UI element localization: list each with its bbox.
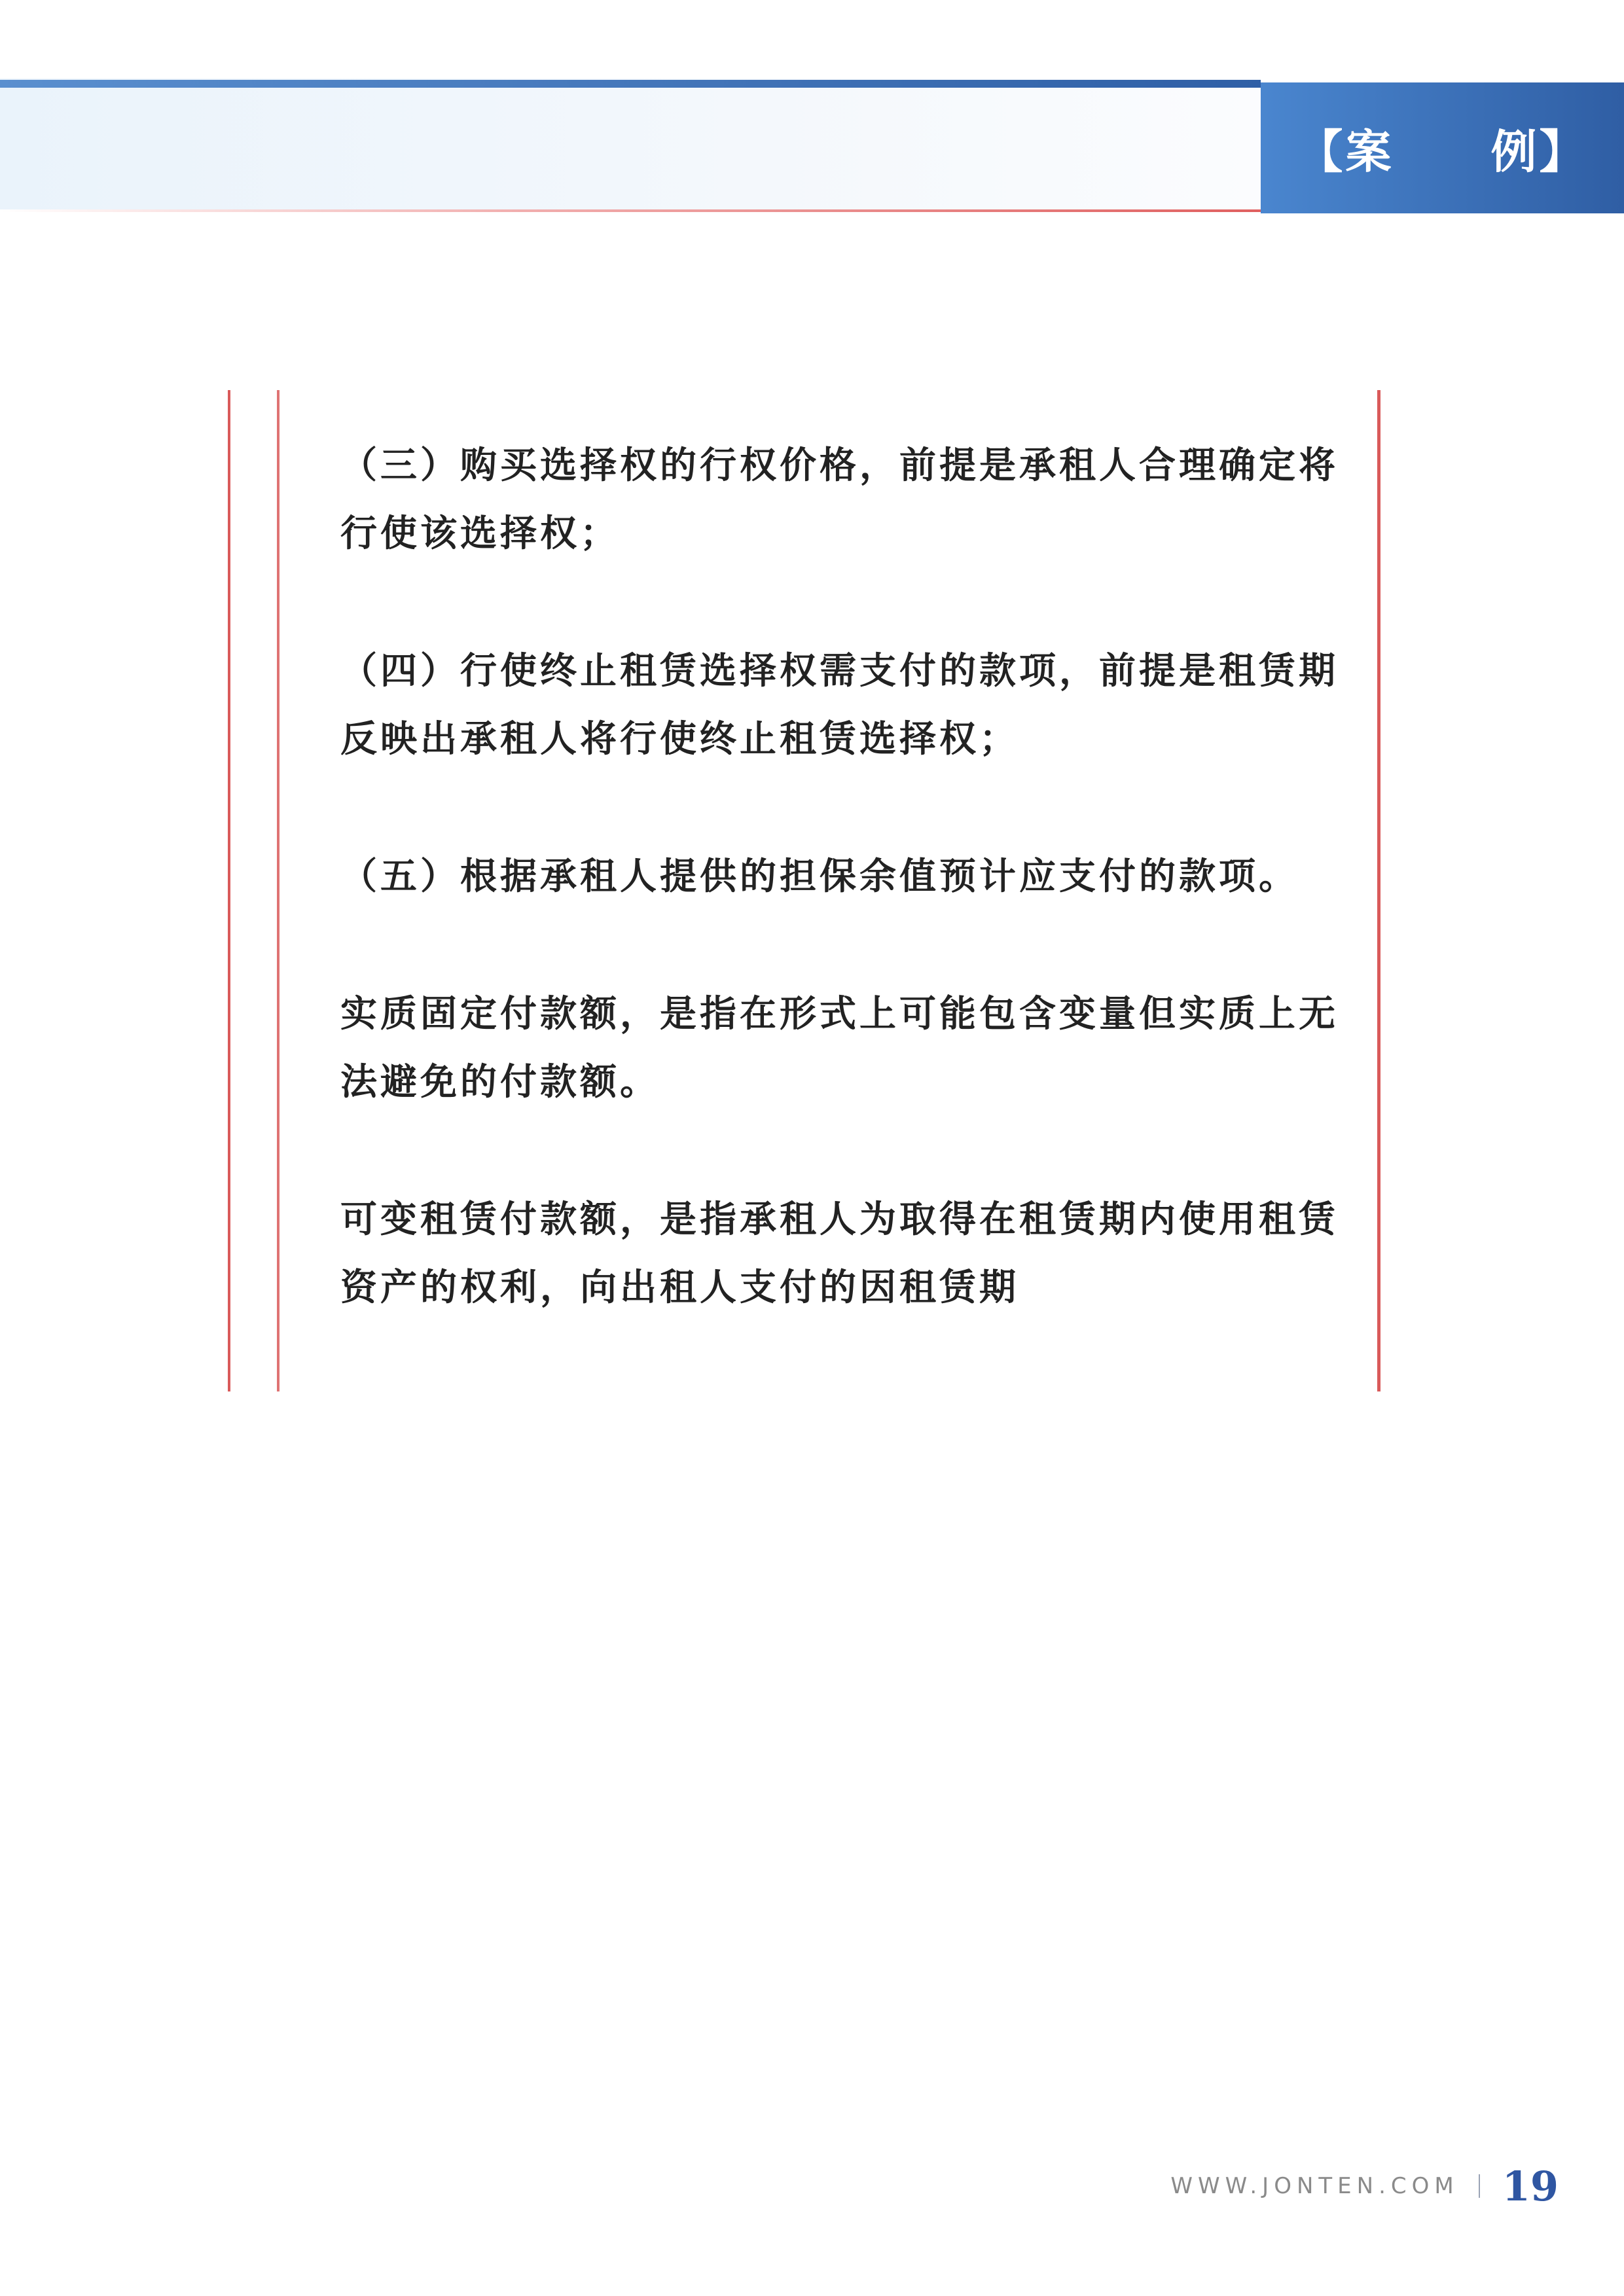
section-tag-box bbox=[1261, 82, 1624, 213]
footer-separator bbox=[1479, 2174, 1480, 2198]
page-footer bbox=[1170, 2160, 1559, 2212]
header-banner bbox=[0, 79, 1261, 209]
paragraph-item-5: （五）根据承租人提供的担保余值预计应支付的款项。 bbox=[340, 855, 1299, 898]
page-number: 19 bbox=[1502, 2162, 1559, 2210]
paragraph-fixed-payments: 实质固定付款额，是指在形式上可能包含变量但实质上无法避免的付款额。 bbox=[340, 993, 1339, 1103]
website-link[interactable]: WWW.JONTEN.COM bbox=[1170, 2173, 1459, 2199]
excerpt-body bbox=[340, 432, 1362, 1391]
header-divider-line bbox=[0, 209, 1261, 212]
header-top-line bbox=[0, 80, 1261, 88]
frame-inner-left-border bbox=[277, 390, 280, 1391]
frame-right-border bbox=[1377, 390, 1380, 1391]
paragraph-item-3: （三）购买选择权的行权价格，前提是承租人合理确定将行使该选择权； bbox=[340, 444, 1339, 555]
section-tag: 【案 例】 bbox=[1297, 124, 1588, 179]
paragraph-item-4: （四）行使终止租赁选择权需支付的款项，前提是租赁期反映出承租人将行使终止租赁选择权； bbox=[340, 650, 1339, 761]
frame-outer-left-border bbox=[228, 390, 230, 1391]
paragraph-variable-payments: 可变租赁付款额，是指承租人为取得在租赁期内使用租赁资产的权利，向出租人支付的因租赁期 bbox=[340, 1198, 1339, 1309]
